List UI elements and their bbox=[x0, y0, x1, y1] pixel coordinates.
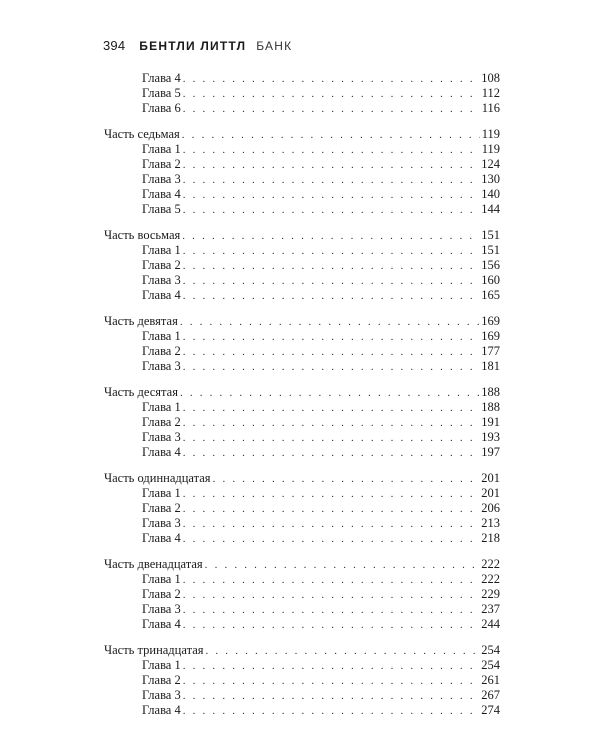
toc-chapter-entry-page: 213 bbox=[481, 516, 500, 530]
toc-chapter-entry-label: Глава 2 bbox=[142, 157, 181, 171]
dot-leader bbox=[183, 573, 480, 587]
toc-part-entry-page: 201 bbox=[481, 471, 500, 485]
toc-chapter-entry-page: 244 bbox=[481, 617, 500, 631]
toc-chapter-entry-page: 130 bbox=[481, 172, 500, 186]
toc-chapter-entry-label: Глава 2 bbox=[142, 415, 181, 429]
dot-leader bbox=[183, 274, 480, 288]
toc-part-entry bbox=[104, 385, 500, 400]
toc-chapter-entry-page: 151 bbox=[481, 243, 500, 257]
dot-leader bbox=[183, 72, 480, 86]
toc-chapter-entry-label: Глава 3 bbox=[142, 359, 181, 373]
toc-chapter-entry-label: Глава 3 bbox=[142, 273, 181, 287]
toc-chapter-entry-label: Глава 3 bbox=[142, 602, 181, 616]
toc-part-group bbox=[104, 385, 500, 460]
toc-chapter-entry-label: Глава 1 bbox=[142, 400, 181, 414]
toc-chapter-entry-label: Глава 2 bbox=[142, 673, 181, 687]
toc-part-entry-label: Часть десятая bbox=[104, 385, 178, 399]
dot-leader bbox=[183, 87, 480, 101]
page-number: 394 bbox=[103, 38, 126, 53]
toc-chapter-entry bbox=[104, 430, 500, 445]
toc-chapter-entry bbox=[104, 531, 500, 546]
toc-part-entry-label: Часть седьмая bbox=[104, 127, 180, 141]
toc-chapter-entry bbox=[104, 400, 500, 415]
toc-chapter-entry-label: Глава 4 bbox=[142, 71, 181, 85]
dot-leader bbox=[183, 203, 480, 217]
toc-chapter-entry bbox=[104, 172, 500, 187]
toc-chapter-entry bbox=[104, 445, 500, 460]
dot-leader bbox=[183, 487, 480, 501]
toc-chapter-entry bbox=[104, 673, 500, 688]
dot-leader bbox=[183, 532, 480, 546]
toc-chapter-entry-page: 188 bbox=[481, 400, 500, 414]
toc-chapter-entry-label: Глава 5 bbox=[142, 86, 181, 100]
dot-leader bbox=[183, 446, 480, 460]
dot-leader bbox=[183, 431, 480, 445]
toc-chapter-entry-label: Глава 1 bbox=[142, 329, 181, 343]
dot-leader bbox=[183, 674, 480, 688]
dot-leader bbox=[183, 289, 480, 303]
dot-leader bbox=[183, 603, 480, 617]
toc-part-group bbox=[104, 557, 500, 632]
toc-chapter-entry bbox=[104, 273, 500, 288]
toc-part-entry-label: Часть двенадцатая bbox=[104, 557, 203, 571]
toc-part-entry bbox=[104, 557, 500, 572]
toc-chapter-entry-page: 193 bbox=[481, 430, 500, 444]
toc-chapter-entry bbox=[104, 202, 500, 217]
toc-part-entry bbox=[104, 471, 500, 486]
toc-chapter-entry-page: 222 bbox=[481, 572, 500, 586]
toc-part-entry-label: Часть тринадцатая bbox=[104, 643, 204, 657]
toc-part-entry-page: 188 bbox=[481, 385, 500, 399]
book-title: БАНК bbox=[256, 39, 293, 53]
toc-part-entry-page: 119 bbox=[481, 127, 500, 141]
toc-chapter-entry-page: 124 bbox=[481, 157, 500, 171]
toc-chapter-entry-label: Глава 3 bbox=[142, 516, 181, 530]
toc-chapter-entry-label: Глава 4 bbox=[142, 288, 181, 302]
toc-chapter-entry-label: Глава 2 bbox=[142, 501, 181, 515]
toc-chapter-entry-label: Глава 3 bbox=[142, 172, 181, 186]
dot-leader bbox=[183, 517, 480, 531]
toc-chapter-entry-page: 274 bbox=[481, 703, 500, 717]
toc-chapter-entry bbox=[104, 359, 500, 374]
toc-chapter-entry bbox=[104, 157, 500, 172]
toc-part-entry bbox=[104, 314, 500, 329]
toc-chapter-entry bbox=[104, 501, 500, 516]
toc-part-group bbox=[104, 643, 500, 718]
dot-leader bbox=[183, 618, 480, 632]
toc-chapter-entry-page: 119 bbox=[481, 142, 500, 156]
dot-leader bbox=[182, 229, 479, 243]
toc-chapter-entry-label: Глава 4 bbox=[142, 617, 181, 631]
toc-part-entry-label: Часть восьмая bbox=[104, 228, 181, 242]
toc-chapter-entry bbox=[104, 587, 500, 602]
dot-leader bbox=[183, 689, 480, 703]
toc-chapter-entry bbox=[104, 602, 500, 617]
toc-chapter-entry-label: Глава 6 bbox=[142, 101, 181, 115]
toc-part-entry-page: 151 bbox=[481, 228, 500, 242]
toc-chapter-entry-page: 267 bbox=[481, 688, 500, 702]
toc-chapter-entry-page: 206 bbox=[481, 501, 500, 515]
toc-chapter-entry-label: Глава 1 bbox=[142, 572, 181, 586]
toc-chapter-entry-label: Глава 1 bbox=[142, 658, 181, 672]
dot-leader bbox=[183, 244, 480, 258]
table-of-contents bbox=[104, 71, 500, 718]
toc-chapter-entry bbox=[104, 86, 500, 101]
toc-part-group bbox=[104, 127, 500, 217]
toc-part-entry-label: Часть одиннадцатая bbox=[104, 471, 211, 485]
dot-leader bbox=[183, 259, 480, 273]
toc-chapter-entry-page: 181 bbox=[481, 359, 500, 373]
dot-leader bbox=[183, 360, 480, 374]
toc-chapter-entry bbox=[104, 258, 500, 273]
toc-chapter-entry-page: 144 bbox=[481, 202, 500, 216]
author-name: БЕНТЛИ ЛИТТЛ bbox=[139, 39, 247, 53]
toc-chapter-entry bbox=[104, 71, 500, 86]
dot-leader bbox=[183, 659, 480, 673]
dot-leader bbox=[183, 330, 480, 344]
dot-leader bbox=[183, 188, 480, 202]
toc-chapter-entry-label: Глава 3 bbox=[142, 430, 181, 444]
toc-part-group bbox=[104, 314, 500, 374]
dot-leader bbox=[205, 558, 480, 572]
toc-chapter-entry bbox=[104, 572, 500, 587]
toc-chapter-entry-label: Глава 1 bbox=[142, 142, 181, 156]
toc-chapter-entry-label: Глава 2 bbox=[142, 344, 181, 358]
toc-chapter-entry bbox=[104, 288, 500, 303]
toc-chapter-entry-page: 197 bbox=[481, 445, 500, 459]
toc-chapter-entry-page: 177 bbox=[481, 344, 500, 358]
dot-leader bbox=[183, 502, 480, 516]
toc-chapter-entry-page: 116 bbox=[481, 101, 500, 115]
toc-chapter-entry-label: Глава 1 bbox=[142, 486, 181, 500]
toc-part-entry bbox=[104, 127, 500, 142]
dot-leader bbox=[183, 158, 480, 172]
toc-chapter-entry-page: 201 bbox=[481, 486, 500, 500]
toc-part-entry bbox=[104, 228, 500, 243]
toc-chapter-entry-label: Глава 2 bbox=[142, 587, 181, 601]
dot-leader bbox=[183, 704, 480, 718]
toc-chapter-entry-page: 169 bbox=[481, 329, 500, 343]
toc-part-entry-page: 169 bbox=[481, 314, 500, 328]
toc-chapter-entry-page: 261 bbox=[481, 673, 500, 687]
dot-leader bbox=[183, 401, 480, 415]
toc-chapter-entry bbox=[104, 688, 500, 703]
dot-leader bbox=[180, 386, 479, 400]
toc-part-group bbox=[104, 471, 500, 546]
toc-chapter-entry-label: Глава 4 bbox=[142, 703, 181, 717]
toc-chapter-entry-label: Глава 2 bbox=[142, 258, 181, 272]
toc-chapter-entry-label: Глава 4 bbox=[142, 531, 181, 545]
toc-chapter-entry-label: Глава 4 bbox=[142, 187, 181, 201]
toc-chapter-entry bbox=[104, 187, 500, 202]
toc-part-entry-label: Часть девятая bbox=[104, 314, 178, 328]
dot-leader bbox=[213, 472, 480, 486]
dot-leader bbox=[183, 102, 480, 116]
toc-chapter-entry-label: Глава 4 bbox=[142, 445, 181, 459]
toc-chapter-entry bbox=[104, 101, 500, 116]
toc-chapter-entry bbox=[104, 486, 500, 501]
toc-chapter-entry bbox=[104, 243, 500, 258]
toc-chapter-entry-page: 191 bbox=[481, 415, 500, 429]
toc-chapter-entry-page: 229 bbox=[481, 587, 500, 601]
toc-chapter-entry bbox=[104, 329, 500, 344]
dot-leader bbox=[183, 588, 480, 602]
toc-chapter-entry-page: 254 bbox=[481, 658, 500, 672]
dot-leader bbox=[180, 315, 479, 329]
toc-chapter-entry bbox=[104, 344, 500, 359]
toc-chapter-entry-page: 160 bbox=[481, 273, 500, 287]
dot-leader bbox=[183, 416, 480, 430]
toc-chapter-entry-page: 218 bbox=[481, 531, 500, 545]
toc-part-entry-page: 254 bbox=[481, 643, 500, 657]
toc-part-group bbox=[104, 228, 500, 303]
toc-part-group bbox=[104, 71, 500, 116]
toc-chapter-entry-page: 140 bbox=[481, 187, 500, 201]
toc-chapter-entry-label: Глава 3 bbox=[142, 688, 181, 702]
dot-leader bbox=[183, 143, 480, 157]
running-header bbox=[103, 38, 292, 54]
toc-part-entry bbox=[104, 643, 500, 658]
dot-leader bbox=[183, 173, 480, 187]
toc-chapter-entry-page: 108 bbox=[481, 71, 500, 85]
toc-chapter-entry bbox=[104, 142, 500, 157]
toc-part-entry-page: 222 bbox=[481, 557, 500, 571]
toc-chapter-entry-label: Глава 5 bbox=[142, 202, 181, 216]
toc-chapter-entry-page: 112 bbox=[481, 86, 500, 100]
toc-chapter-entry-label: Глава 1 bbox=[142, 243, 181, 257]
toc-chapter-entry bbox=[104, 703, 500, 718]
dot-leader bbox=[183, 345, 480, 359]
dot-leader bbox=[206, 644, 480, 658]
toc-chapter-entry-page: 165 bbox=[481, 288, 500, 302]
toc-chapter-entry-page: 156 bbox=[481, 258, 500, 272]
toc-chapter-entry bbox=[104, 617, 500, 632]
toc-chapter-entry bbox=[104, 516, 500, 531]
toc-chapter-entry-page: 237 bbox=[481, 602, 500, 616]
toc-chapter-entry bbox=[104, 658, 500, 673]
dot-leader bbox=[182, 128, 480, 142]
toc-chapter-entry bbox=[104, 415, 500, 430]
